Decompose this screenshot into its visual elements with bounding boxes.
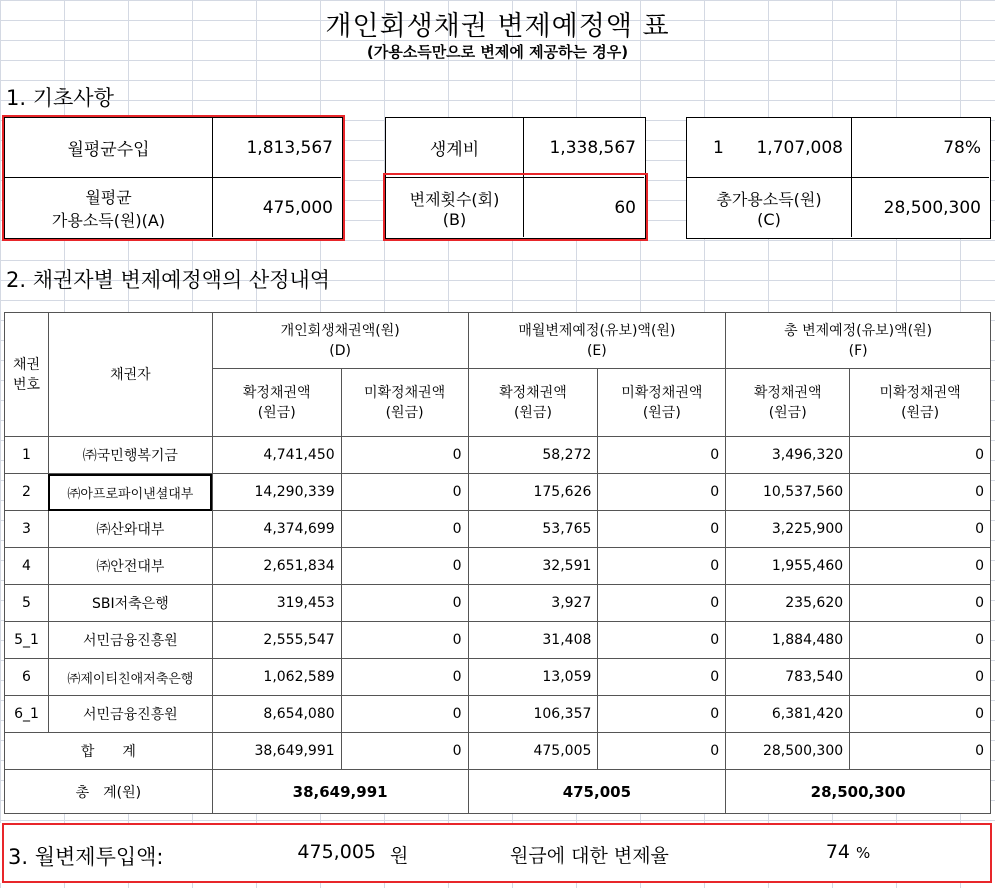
row-e-unconfirmed[interactable]: 0 bbox=[598, 585, 726, 622]
row-d-confirmed[interactable]: 2,555,547 bbox=[212, 622, 341, 659]
row-f-confirmed[interactable]: 3,496,320 bbox=[726, 437, 850, 474]
subtotal-label: 합 계 bbox=[5, 733, 213, 770]
row-e-confirmed[interactable]: 53,765 bbox=[468, 511, 598, 548]
row-f-confirmed[interactable]: 783,540 bbox=[726, 659, 850, 696]
total-label: 총 계(원) bbox=[5, 770, 213, 814]
row-d-unconfirmed[interactable]: 0 bbox=[341, 437, 468, 474]
row-e-unconfirmed[interactable]: 0 bbox=[598, 474, 726, 511]
living-cost-value[interactable]: 1,338,567 bbox=[523, 118, 644, 177]
subtotal-d-confirmed[interactable]: 38,649,991 bbox=[212, 733, 341, 770]
row-d-unconfirmed[interactable]: 0 bbox=[341, 548, 468, 585]
row-creditor[interactable]: ㈜안전대부 bbox=[48, 548, 212, 585]
total-available-box bbox=[686, 117, 991, 239]
row-no[interactable]: 6_1 bbox=[5, 696, 49, 733]
page-subtitle: (가용소득만으로 변제에 제공하는 경우) bbox=[366, 43, 629, 61]
row-f-confirmed[interactable]: 235,620 bbox=[726, 585, 850, 622]
header-d-unconfirmed: 미확정채권액 (원금) bbox=[341, 369, 468, 437]
row-f-unconfirmed[interactable]: 0 bbox=[850, 511, 991, 548]
header-creditor-no: 채권 번호 bbox=[5, 313, 49, 437]
row-d-confirmed[interactable]: 8,654,080 bbox=[212, 696, 341, 733]
living-cost-label: 생계비 bbox=[386, 118, 523, 177]
monthly-income-value[interactable]: 1,813,567 bbox=[212, 118, 341, 177]
row-f-confirmed[interactable]: 3,225,900 bbox=[726, 511, 850, 548]
income-box bbox=[4, 117, 343, 239]
row-e-unconfirmed[interactable]: 0 bbox=[598, 437, 726, 474]
available-income-label bbox=[5, 177, 212, 237]
subtotal-f-unconfirmed[interactable]: 0 bbox=[850, 733, 991, 770]
row-creditor[interactable]: 서민금융진흥원 bbox=[48, 622, 212, 659]
header-creditor: 채권자 bbox=[48, 313, 212, 437]
subtotal-e-unconfirmed[interactable]: 0 bbox=[598, 733, 726, 770]
percent-value[interactable]: 78% bbox=[851, 118, 989, 177]
repayment-ratio-unit: % bbox=[856, 844, 871, 862]
row-f-confirmed[interactable]: 1,884,480 bbox=[726, 622, 850, 659]
repayment-ratio-value[interactable]: 74 bbox=[825, 841, 850, 863]
row-f-unconfirmed[interactable]: 0 bbox=[850, 696, 991, 733]
monthly-payment-unit: 원 bbox=[390, 845, 409, 867]
row-e-confirmed[interactable]: 31,408 bbox=[468, 622, 598, 659]
table-row bbox=[5, 696, 991, 733]
monthly-payment-section bbox=[0, 823, 995, 883]
total-f[interactable]: 28,500,300 bbox=[726, 770, 991, 814]
header-e-unconfirmed: 미확정채권액 (원금) bbox=[598, 369, 726, 437]
row-creditor[interactable]: ㈜산와대부 bbox=[48, 511, 212, 548]
row-e-confirmed[interactable]: 32,591 bbox=[468, 548, 598, 585]
creditor-table bbox=[4, 312, 991, 814]
row-e-confirmed[interactable]: 106,357 bbox=[468, 696, 598, 733]
row-creditor[interactable]: ㈜국민행복기금 bbox=[48, 437, 212, 474]
total-row bbox=[5, 770, 991, 814]
row-no[interactable]: 5_1 bbox=[5, 622, 49, 659]
total-available-label bbox=[687, 177, 851, 237]
header-group-d: 개인회생채권액(원) (D) bbox=[212, 313, 468, 369]
table-row bbox=[5, 437, 991, 474]
row-creditor[interactable]: 서민금융진흥원 bbox=[48, 696, 212, 733]
table-row bbox=[5, 622, 991, 659]
row-no[interactable]: 1 bbox=[5, 437, 49, 474]
table-row bbox=[5, 511, 991, 548]
row-no[interactable]: 3 bbox=[5, 511, 49, 548]
subtotal-f-confirmed[interactable]: 28,500,300 bbox=[726, 733, 850, 770]
total-available-label-line2: (C) bbox=[757, 209, 781, 229]
row-no[interactable]: 5 bbox=[5, 585, 49, 622]
row-d-unconfirmed[interactable]: 0 bbox=[341, 622, 468, 659]
row-d-confirmed[interactable]: 2,651,834 bbox=[212, 548, 341, 585]
repay-count-label-line1: 변제횟수(회) bbox=[409, 189, 500, 209]
row-d-unconfirmed[interactable]: 0 bbox=[341, 696, 468, 733]
header-f-unconfirmed: 미확정채권액 (원금) bbox=[850, 369, 991, 437]
living-box bbox=[385, 117, 646, 239]
row-e-confirmed[interactable]: 3,927 bbox=[468, 585, 598, 622]
header-e-confirmed: 확정채권액 (원금) bbox=[468, 369, 598, 437]
total-available-value[interactable]: 28,500,300 bbox=[851, 177, 989, 237]
repayment-ratio-label: 원금에 대한 변제율 bbox=[510, 845, 669, 867]
row-e-unconfirmed[interactable]: 0 bbox=[598, 622, 726, 659]
table-row bbox=[5, 585, 991, 622]
row-d-unconfirmed[interactable]: 0 bbox=[341, 659, 468, 696]
row-e-confirmed[interactable]: 175,626 bbox=[468, 474, 598, 511]
row-d-confirmed[interactable]: 4,374,699 bbox=[212, 511, 341, 548]
row-f-unconfirmed[interactable]: 0 bbox=[850, 548, 991, 585]
header-group-e: 매월변제예정(유보)액(원) (E) bbox=[468, 313, 726, 369]
total-available-label-line1: 총가용소득(원) bbox=[716, 189, 822, 209]
table-row bbox=[5, 474, 991, 511]
row-no[interactable]: 6 bbox=[5, 659, 49, 696]
page-title: 개인회생채권 변제예정액 표 bbox=[325, 11, 670, 42]
available-income-value[interactable]: 475,000 bbox=[212, 177, 341, 237]
table-row bbox=[5, 548, 991, 585]
section-creditor-title: 2. 채권자별 변제예정액의 산정내역 bbox=[6, 268, 331, 292]
header-group-f: 총 변제예정(유보)액(원) (F) bbox=[726, 313, 991, 369]
row-f-unconfirmed[interactable]: 0 bbox=[850, 659, 991, 696]
row-creditor[interactable]: SBI저축은행 bbox=[48, 585, 212, 622]
row-creditor-selected[interactable]: ㈜아프로파이낸셜대부 bbox=[48, 474, 212, 511]
row-e-confirmed[interactable]: 13,059 bbox=[468, 659, 598, 696]
section-basic-title: 1. 기초사항 bbox=[6, 86, 114, 110]
row-f-confirmed[interactable]: 1,955,460 bbox=[726, 548, 850, 585]
row-no[interactable]: 4 bbox=[5, 548, 49, 585]
available-income-label-line2: 가용소득(원)(A) bbox=[51, 210, 166, 230]
row-d-confirmed[interactable]: 1,062,589 bbox=[212, 659, 341, 696]
household-count[interactable]: 1 bbox=[687, 118, 727, 177]
row-no[interactable]: 2 bbox=[5, 474, 49, 511]
row-e-unconfirmed[interactable]: 0 bbox=[598, 548, 726, 585]
row-d-confirmed[interactable]: 4,741,450 bbox=[212, 437, 341, 474]
total-d[interactable]: 38,649,991 bbox=[212, 770, 468, 814]
row-f-unconfirmed[interactable]: 0 bbox=[850, 585, 991, 622]
row-d-confirmed[interactable]: 14,290,339 bbox=[212, 474, 341, 511]
row-d-unconfirmed[interactable]: 0 bbox=[341, 511, 468, 548]
monthly-payment-label: 3. 월변제투입액: bbox=[8, 845, 164, 869]
row-e-unconfirmed[interactable]: 0 bbox=[598, 511, 726, 548]
row-f-confirmed[interactable]: 10,537,560 bbox=[726, 474, 850, 511]
header-d-confirmed: 확정채권액 (원금) bbox=[212, 369, 341, 437]
subtotal-row bbox=[5, 733, 991, 770]
row-e-unconfirmed[interactable]: 0 bbox=[598, 696, 726, 733]
row-d-unconfirmed[interactable]: 0 bbox=[341, 474, 468, 511]
row-creditor[interactable]: ㈜제이티친애저축은행 bbox=[48, 659, 212, 696]
available-income-label-line1: 월평균 bbox=[85, 187, 132, 207]
subtotal-d-unconfirmed[interactable]: 0 bbox=[341, 733, 468, 770]
repay-count-label bbox=[386, 177, 523, 237]
repay-count-label-line2: (B) bbox=[442, 209, 467, 229]
total-e[interactable]: 475,005 bbox=[468, 770, 726, 814]
monthly-income-label: 월평균수입 bbox=[5, 118, 212, 177]
repay-count-value[interactable]: 60 bbox=[523, 177, 644, 237]
header-f-confirmed: 확정채권액 (원금) bbox=[726, 369, 850, 437]
row-f-unconfirmed[interactable]: 0 bbox=[850, 622, 991, 659]
table-row bbox=[5, 659, 991, 696]
row-e-unconfirmed[interactable]: 0 bbox=[598, 659, 726, 696]
row-f-confirmed[interactable]: 6,381,420 bbox=[726, 696, 850, 733]
row-e-confirmed[interactable]: 58,272 bbox=[468, 437, 598, 474]
row-f-unconfirmed[interactable]: 0 bbox=[850, 474, 991, 511]
row-f-unconfirmed[interactable]: 0 bbox=[850, 437, 991, 474]
row-d-confirmed[interactable]: 319,453 bbox=[212, 585, 341, 622]
monthly-payment-amount[interactable]: 475,005 bbox=[297, 841, 376, 863]
household-amount[interactable]: 1,707,008 bbox=[727, 118, 851, 177]
row-d-unconfirmed[interactable]: 0 bbox=[341, 585, 468, 622]
subtotal-e-confirmed[interactable]: 475,005 bbox=[468, 733, 598, 770]
